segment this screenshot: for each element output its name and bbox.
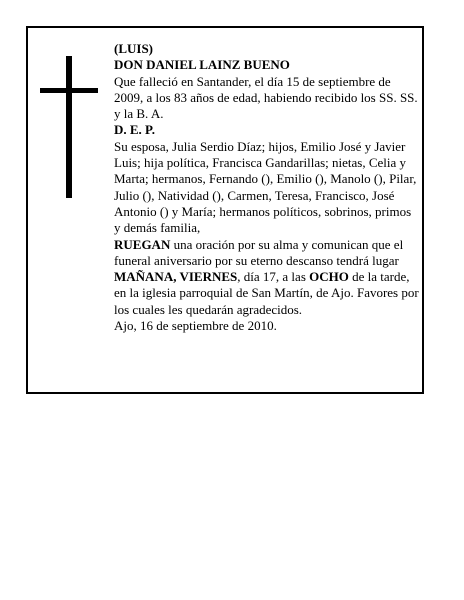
place-date: Ajo, 16 de septiembre de 2010.	[114, 318, 277, 334]
funeral-hour: OCHO	[309, 269, 349, 285]
rip-line: D. E. P.	[114, 122, 156, 138]
death-statement: Que falleció en Santander, el día 15 de septiembre de 2009, a los 83 años de edad, habiendo recibido los SS. SS. y la B. A.	[114, 73, 418, 122]
funeral-day: MAÑANA, VIERNES	[114, 269, 238, 285]
deceased-name: DON DANIEL LAINZ BUENO	[114, 57, 290, 73]
cross-icon	[40, 56, 98, 198]
cross-vertical-bar	[66, 56, 72, 198]
funeral-day-text: , día 17, a las	[237, 269, 310, 285]
deceased-nickname: (LUIS)	[114, 41, 154, 56]
cross-horizontal-bar	[40, 88, 98, 93]
request-text: una oración por su alma y comunican que el funeral aniversario por su eterno descanso tendrá lugar	[114, 236, 404, 268]
family-list: Su esposa, Julia Serdio Díaz; hijos, Emilio José y Javier Luis; hija política, Francisca Gandarillas; nietas, Celia y Marta; hermanos, Fernando (), Emilio (), Manolo (), Pilar, Julio (), Natividad (), Carmen, Teresa, Francisco, José Antonio () y María; hermanos políticos, sobrinos, primos y demás familia,	[114, 138, 417, 236]
notice-text	[114, 41, 420, 334]
obituary-notice	[26, 26, 424, 394]
funeral-announcement	[114, 237, 420, 318]
request-verb: RUEGAN	[114, 236, 171, 252]
funeral-place-text: de la tarde, en la iglesia parroquial de San Martín, de Ajo. Favores por los cuales les quedarán agradecidos.	[114, 269, 419, 317]
